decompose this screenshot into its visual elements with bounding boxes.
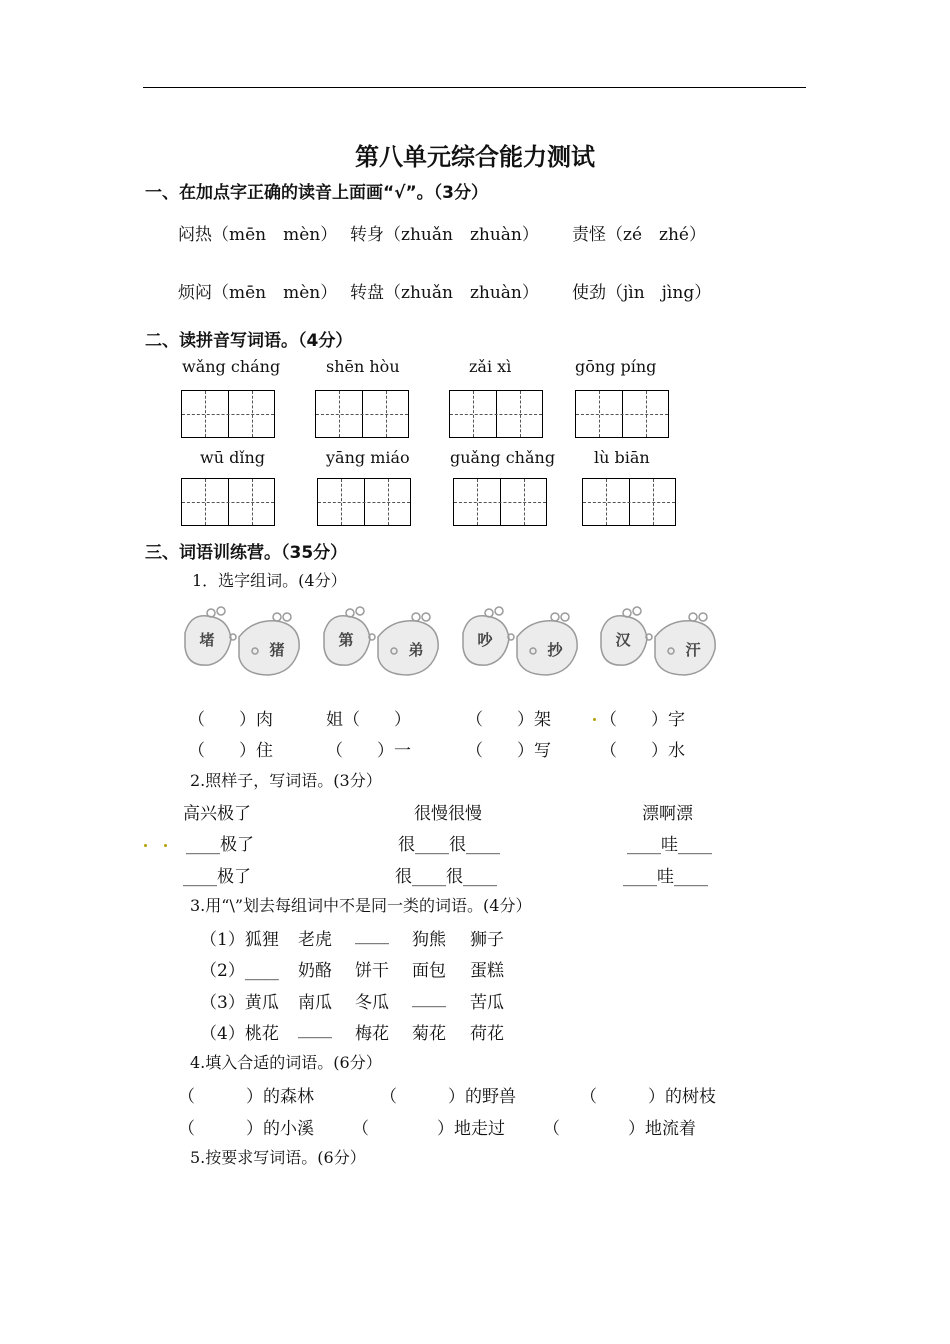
stray-dot bbox=[164, 844, 167, 847]
writing-box[interactable] bbox=[575, 390, 669, 438]
q1-r1-item3: （ ）架 bbox=[466, 710, 551, 730]
q3-g2-w2: 奶酪 bbox=[298, 961, 332, 981]
q2-r1-item3: ____哇____ bbox=[627, 835, 712, 855]
bfly1-char1: 堵 bbox=[199, 631, 215, 649]
q3-g1-w4: 狗熊 bbox=[412, 930, 446, 950]
q3-g3-w1: （3）黄瓜 bbox=[200, 993, 279, 1013]
s1-r1-item1: 闷热（mēn mèn） bbox=[178, 225, 338, 245]
q3-g2-w3: 饼干 bbox=[355, 961, 389, 981]
q3-g4-w3: 梅花 bbox=[355, 1024, 389, 1044]
q3-g4-w1: （4）桃花 bbox=[200, 1024, 279, 1044]
q4-r1-item2: （ ）的野兽 bbox=[380, 1087, 516, 1107]
writing-box[interactable] bbox=[453, 478, 547, 526]
s1-r1-item2: 转身（zhuǎn zhuàn） bbox=[350, 225, 539, 245]
bfly3-char1: 吵 bbox=[477, 631, 493, 649]
q1-r1-item1: （ ）肉 bbox=[188, 710, 273, 730]
pinyin-5: wū dǐng bbox=[200, 448, 265, 467]
q1-label: 1．选字组词。(4分） bbox=[192, 571, 347, 590]
writing-box[interactable] bbox=[449, 390, 543, 438]
pinyin-3: zǎi xì bbox=[469, 357, 512, 376]
q3-g3-w3: 冬瓜 bbox=[355, 993, 389, 1013]
q2-r2-item1: ____极了 bbox=[183, 867, 251, 887]
writing-box[interactable] bbox=[181, 478, 275, 526]
writing-box[interactable] bbox=[315, 390, 409, 438]
section1-heading: 一、在加点字正确的读音上面画“√”。（3分） bbox=[145, 183, 489, 203]
q4-r2-item3: （ ）地流着 bbox=[543, 1119, 696, 1139]
q3-g1-w2: 老虎 bbox=[298, 930, 332, 950]
writing-box[interactable] bbox=[582, 478, 676, 526]
q3-g3-w2: 南瓜 bbox=[298, 993, 332, 1013]
q3-g3-w4: ____ bbox=[412, 988, 446, 1008]
q4-r1-item1: （ ）的森林 bbox=[178, 1087, 314, 1107]
butterfly-picture bbox=[459, 603, 581, 683]
q1-r2-item2: （ ）一 bbox=[326, 741, 411, 761]
q3-g1-w1: （1）狐狸 bbox=[200, 930, 279, 950]
q1-r1-item4: （ ）字 bbox=[600, 710, 685, 730]
q2-r1-item1: ____极了 bbox=[186, 835, 254, 855]
q3-g1-w3: ____ bbox=[355, 925, 389, 945]
q1-r2-item4: （ ）水 bbox=[600, 741, 685, 761]
pinyin-4: gōng píng bbox=[575, 357, 657, 376]
q2-r2-item2: 很____很____ bbox=[395, 867, 497, 887]
q4-r2-item1: （ ）的小溪 bbox=[178, 1119, 314, 1139]
q4-r2-item2: （ ）地走过 bbox=[352, 1119, 505, 1139]
bfly2-char2: 弟 bbox=[408, 641, 424, 659]
butterfly-picture bbox=[320, 603, 442, 683]
section3-heading: 三、词语训练营。（35分） bbox=[145, 543, 348, 563]
q1-r2-item3: （ ）写 bbox=[466, 741, 551, 761]
q3-g2-w4: 面包 bbox=[412, 961, 446, 981]
bfly3-char2: 抄 bbox=[547, 641, 563, 659]
pinyin-7: guǎng chǎng bbox=[450, 448, 556, 467]
pinyin-6: yāng miáo bbox=[326, 448, 410, 467]
q5-label: 5.按要求写词语。(6分） bbox=[190, 1148, 366, 1167]
stray-dot bbox=[593, 718, 596, 721]
bfly4-char1: 汉 bbox=[615, 631, 631, 649]
pinyin-1: wǎng cháng bbox=[182, 357, 281, 376]
s1-r2-item2: 转盘（zhuǎn zhuàn） bbox=[350, 283, 539, 303]
q3-g2-w5: 蛋糕 bbox=[470, 961, 504, 981]
section2-heading: 二、读拼音写词语。（4分） bbox=[145, 331, 353, 351]
q1-r1-item2: 姐（ ） bbox=[326, 710, 411, 730]
q3-g4-w4: 菊花 bbox=[412, 1024, 446, 1044]
q1-r2-item1: （ ）住 bbox=[188, 741, 273, 761]
q2-example2: 很慢很慢 bbox=[414, 804, 482, 824]
q2-example3: 漂啊漂 bbox=[642, 804, 693, 824]
bfly4-char2: 汗 bbox=[685, 641, 701, 659]
q3-label: 3.用“\”划去每组词中不是同一类的词语。(4分） bbox=[190, 896, 532, 915]
page-title: 第八单元综合能力测试 bbox=[355, 143, 595, 171]
q2-example1: 高兴极了 bbox=[183, 804, 251, 824]
q2-label: 2.照样子，写词语。(3分） bbox=[190, 771, 382, 790]
q3-g4-w2: ____ bbox=[298, 1019, 332, 1039]
writing-box[interactable] bbox=[317, 478, 411, 526]
pinyin-8: lù biān bbox=[594, 448, 650, 467]
q4-r1-item3: （ ）的树枝 bbox=[580, 1087, 716, 1107]
q3-g3-w5: 苦瓜 bbox=[470, 993, 504, 1013]
butterfly-picture bbox=[597, 603, 719, 683]
stray-dot bbox=[144, 844, 147, 847]
q2-r1-item2: 很____很____ bbox=[398, 835, 500, 855]
bfly2-char1: 第 bbox=[338, 631, 354, 649]
q4-label: 4.填入合适的词语。(6分） bbox=[190, 1053, 382, 1072]
writing-box[interactable] bbox=[181, 390, 275, 438]
q3-g4-w5: 荷花 bbox=[470, 1024, 504, 1044]
butterfly-picture bbox=[181, 603, 303, 683]
s1-r2-item3: 使劲（jìn jìng） bbox=[572, 283, 712, 303]
top-rule bbox=[143, 87, 806, 88]
pinyin-2: shēn hòu bbox=[326, 357, 400, 376]
bfly1-char2: 猪 bbox=[269, 641, 285, 659]
q2-r2-item3: ____哇____ bbox=[623, 867, 708, 887]
q3-g2-w1: （2）____ bbox=[200, 961, 279, 981]
q3-g1-w5: 狮子 bbox=[470, 930, 504, 950]
s1-r1-item3: 责怪（zé zhé） bbox=[572, 225, 706, 245]
s1-r2-item1: 烦闷（mēn mèn） bbox=[178, 283, 338, 303]
